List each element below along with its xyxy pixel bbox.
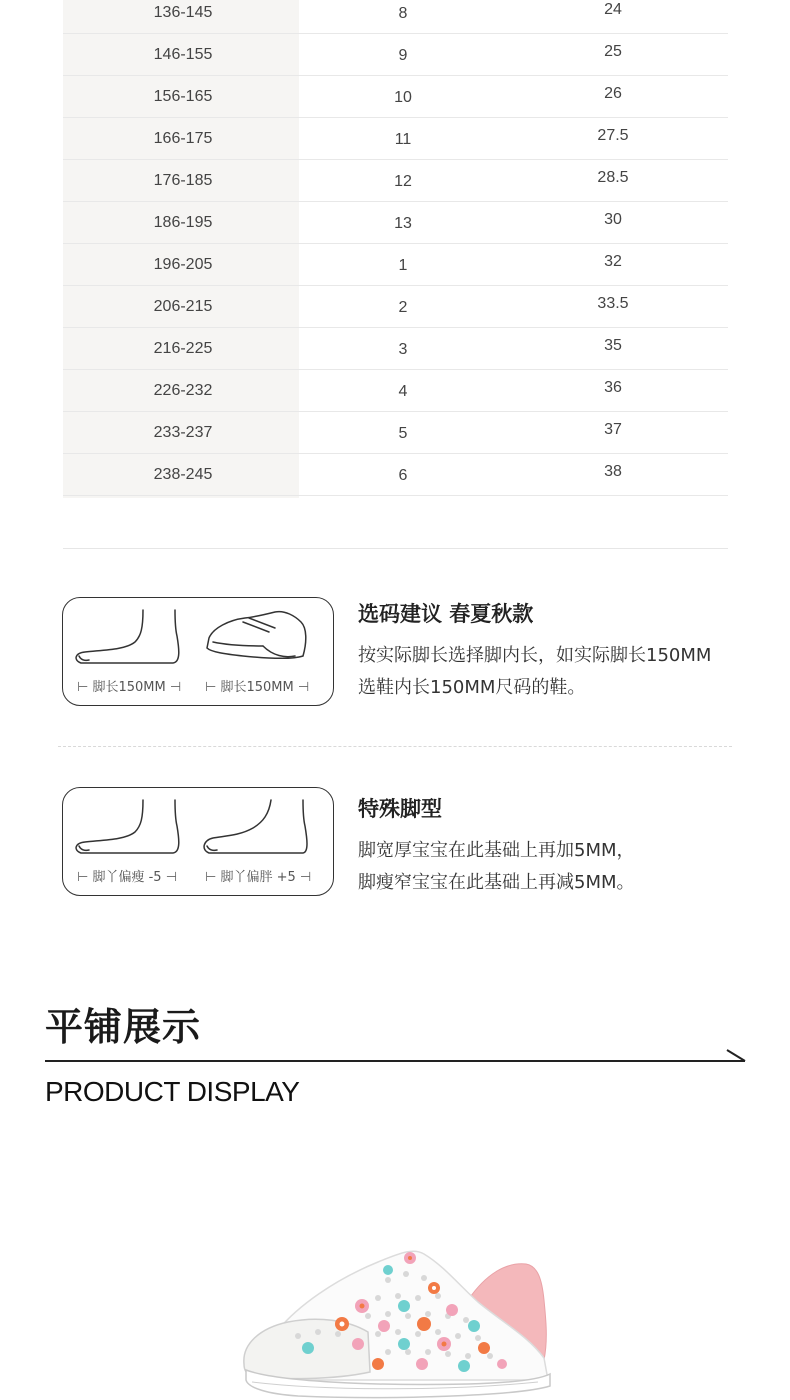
eu-size-cell: 26 xyxy=(604,85,622,102)
table-row xyxy=(63,118,728,160)
table-row xyxy=(63,454,728,496)
wide-foot-caption-label: 脚丫偏胖 +5 xyxy=(220,870,296,885)
size-advice-title: 选码建议 春夏秋款 xyxy=(358,602,534,626)
size-cell: 4 xyxy=(398,383,408,400)
eu-size-cell: 36 xyxy=(604,379,622,396)
foot-caption: ⊢ 脚长150MM ⊣ xyxy=(77,680,182,695)
size-cell: 3 xyxy=(398,341,408,358)
foot-length-cell: 238-245 xyxy=(153,466,213,483)
table-row xyxy=(63,328,728,370)
size-cell: 10 xyxy=(394,89,412,106)
foot-length-cell: 186-195 xyxy=(153,214,213,231)
special-foot-line: 脚瘦窄宝宝在此基础上再减5MM。 xyxy=(358,872,635,893)
shoe-caption-label: 脚长150MM xyxy=(220,680,294,695)
foot-length-cell: 166-175 xyxy=(153,130,213,147)
size-cell: 13 xyxy=(394,215,412,232)
foot-length-cell: 226-232 xyxy=(153,382,213,399)
size-cell: 9 xyxy=(398,47,408,64)
eu-size-cell: 33.5 xyxy=(597,295,629,312)
size-cell: 2 xyxy=(398,299,408,316)
shoe-caption: ⊢ 脚长150MM ⊣ xyxy=(205,680,310,695)
foot-caption-label: 脚长150MM xyxy=(92,680,166,695)
wide-foot-caption: ⊢ 脚丫偏胖 +5 ⊣ xyxy=(205,870,312,885)
eu-size-cell: 38 xyxy=(604,463,622,480)
special-foot-line: 脚宽厚宝宝在此基础上再加5MM， xyxy=(358,840,635,861)
table-divider xyxy=(63,548,728,549)
size-cell: 12 xyxy=(394,173,412,190)
foot-type-illustration xyxy=(62,787,334,896)
eu-size-cell: 37 xyxy=(604,421,622,438)
foot-length-cell: 206-215 xyxy=(153,298,213,315)
foot-length-cell: 216-225 xyxy=(153,340,213,357)
table-row xyxy=(63,244,728,286)
foot-length-cell: 196-205 xyxy=(153,256,213,273)
eu-size-cell: 32 xyxy=(604,253,622,270)
slim-foot-caption: ⊢ 脚丫偏瘦 -5 ⊣ xyxy=(77,870,178,885)
foot-length-cell: 176-185 xyxy=(153,172,213,189)
table-row xyxy=(63,76,728,118)
section-subtitle: PRODUCT DISPLAY xyxy=(45,1076,300,1107)
eu-size-cell: 27.5 xyxy=(597,127,629,144)
foot-length-cell: 156-165 xyxy=(153,88,213,105)
section-divider xyxy=(58,746,732,747)
table-row xyxy=(63,370,728,412)
table-row xyxy=(63,286,728,328)
size-cell: 11 xyxy=(394,131,412,148)
product-shoe-image xyxy=(238,1240,558,1400)
size-cell: 6 xyxy=(398,467,408,484)
table-row xyxy=(63,412,728,454)
heading-rule xyxy=(45,1040,747,1066)
size-cell: 1 xyxy=(398,257,408,274)
shoe-illustration xyxy=(238,1240,558,1400)
table-row xyxy=(63,202,728,244)
table-row xyxy=(63,0,728,34)
size-advice-line: 按实际脚长选择脚内长，如实际脚长150MM xyxy=(358,645,712,666)
eu-size-cell: 30 xyxy=(604,211,622,228)
special-foot-title: 特殊脚型 xyxy=(358,797,442,821)
size-advice-line: 选鞋内长150MM尺码的鞋。 xyxy=(358,677,586,698)
foot-length-cell: 136-145 xyxy=(153,4,213,21)
foot-length-illustration xyxy=(62,597,334,706)
section-title: 平铺展示 xyxy=(45,1005,202,1049)
slim-foot-caption-label: 脚丫偏瘦 -5 xyxy=(92,870,162,885)
eu-size-cell: 28.5 xyxy=(597,169,629,186)
table-row xyxy=(63,34,728,76)
size-table xyxy=(63,0,728,498)
eu-size-cell: 25 xyxy=(604,43,622,60)
table-row xyxy=(63,160,728,202)
foot-length-cell: 146-155 xyxy=(153,46,213,63)
size-cell: 5 xyxy=(398,425,408,442)
foot-length-cell: 233-237 xyxy=(153,424,213,441)
eu-size-cell: 35 xyxy=(604,337,622,354)
eu-size-cell: 24 xyxy=(604,1,622,18)
size-cell: 8 xyxy=(398,5,408,22)
